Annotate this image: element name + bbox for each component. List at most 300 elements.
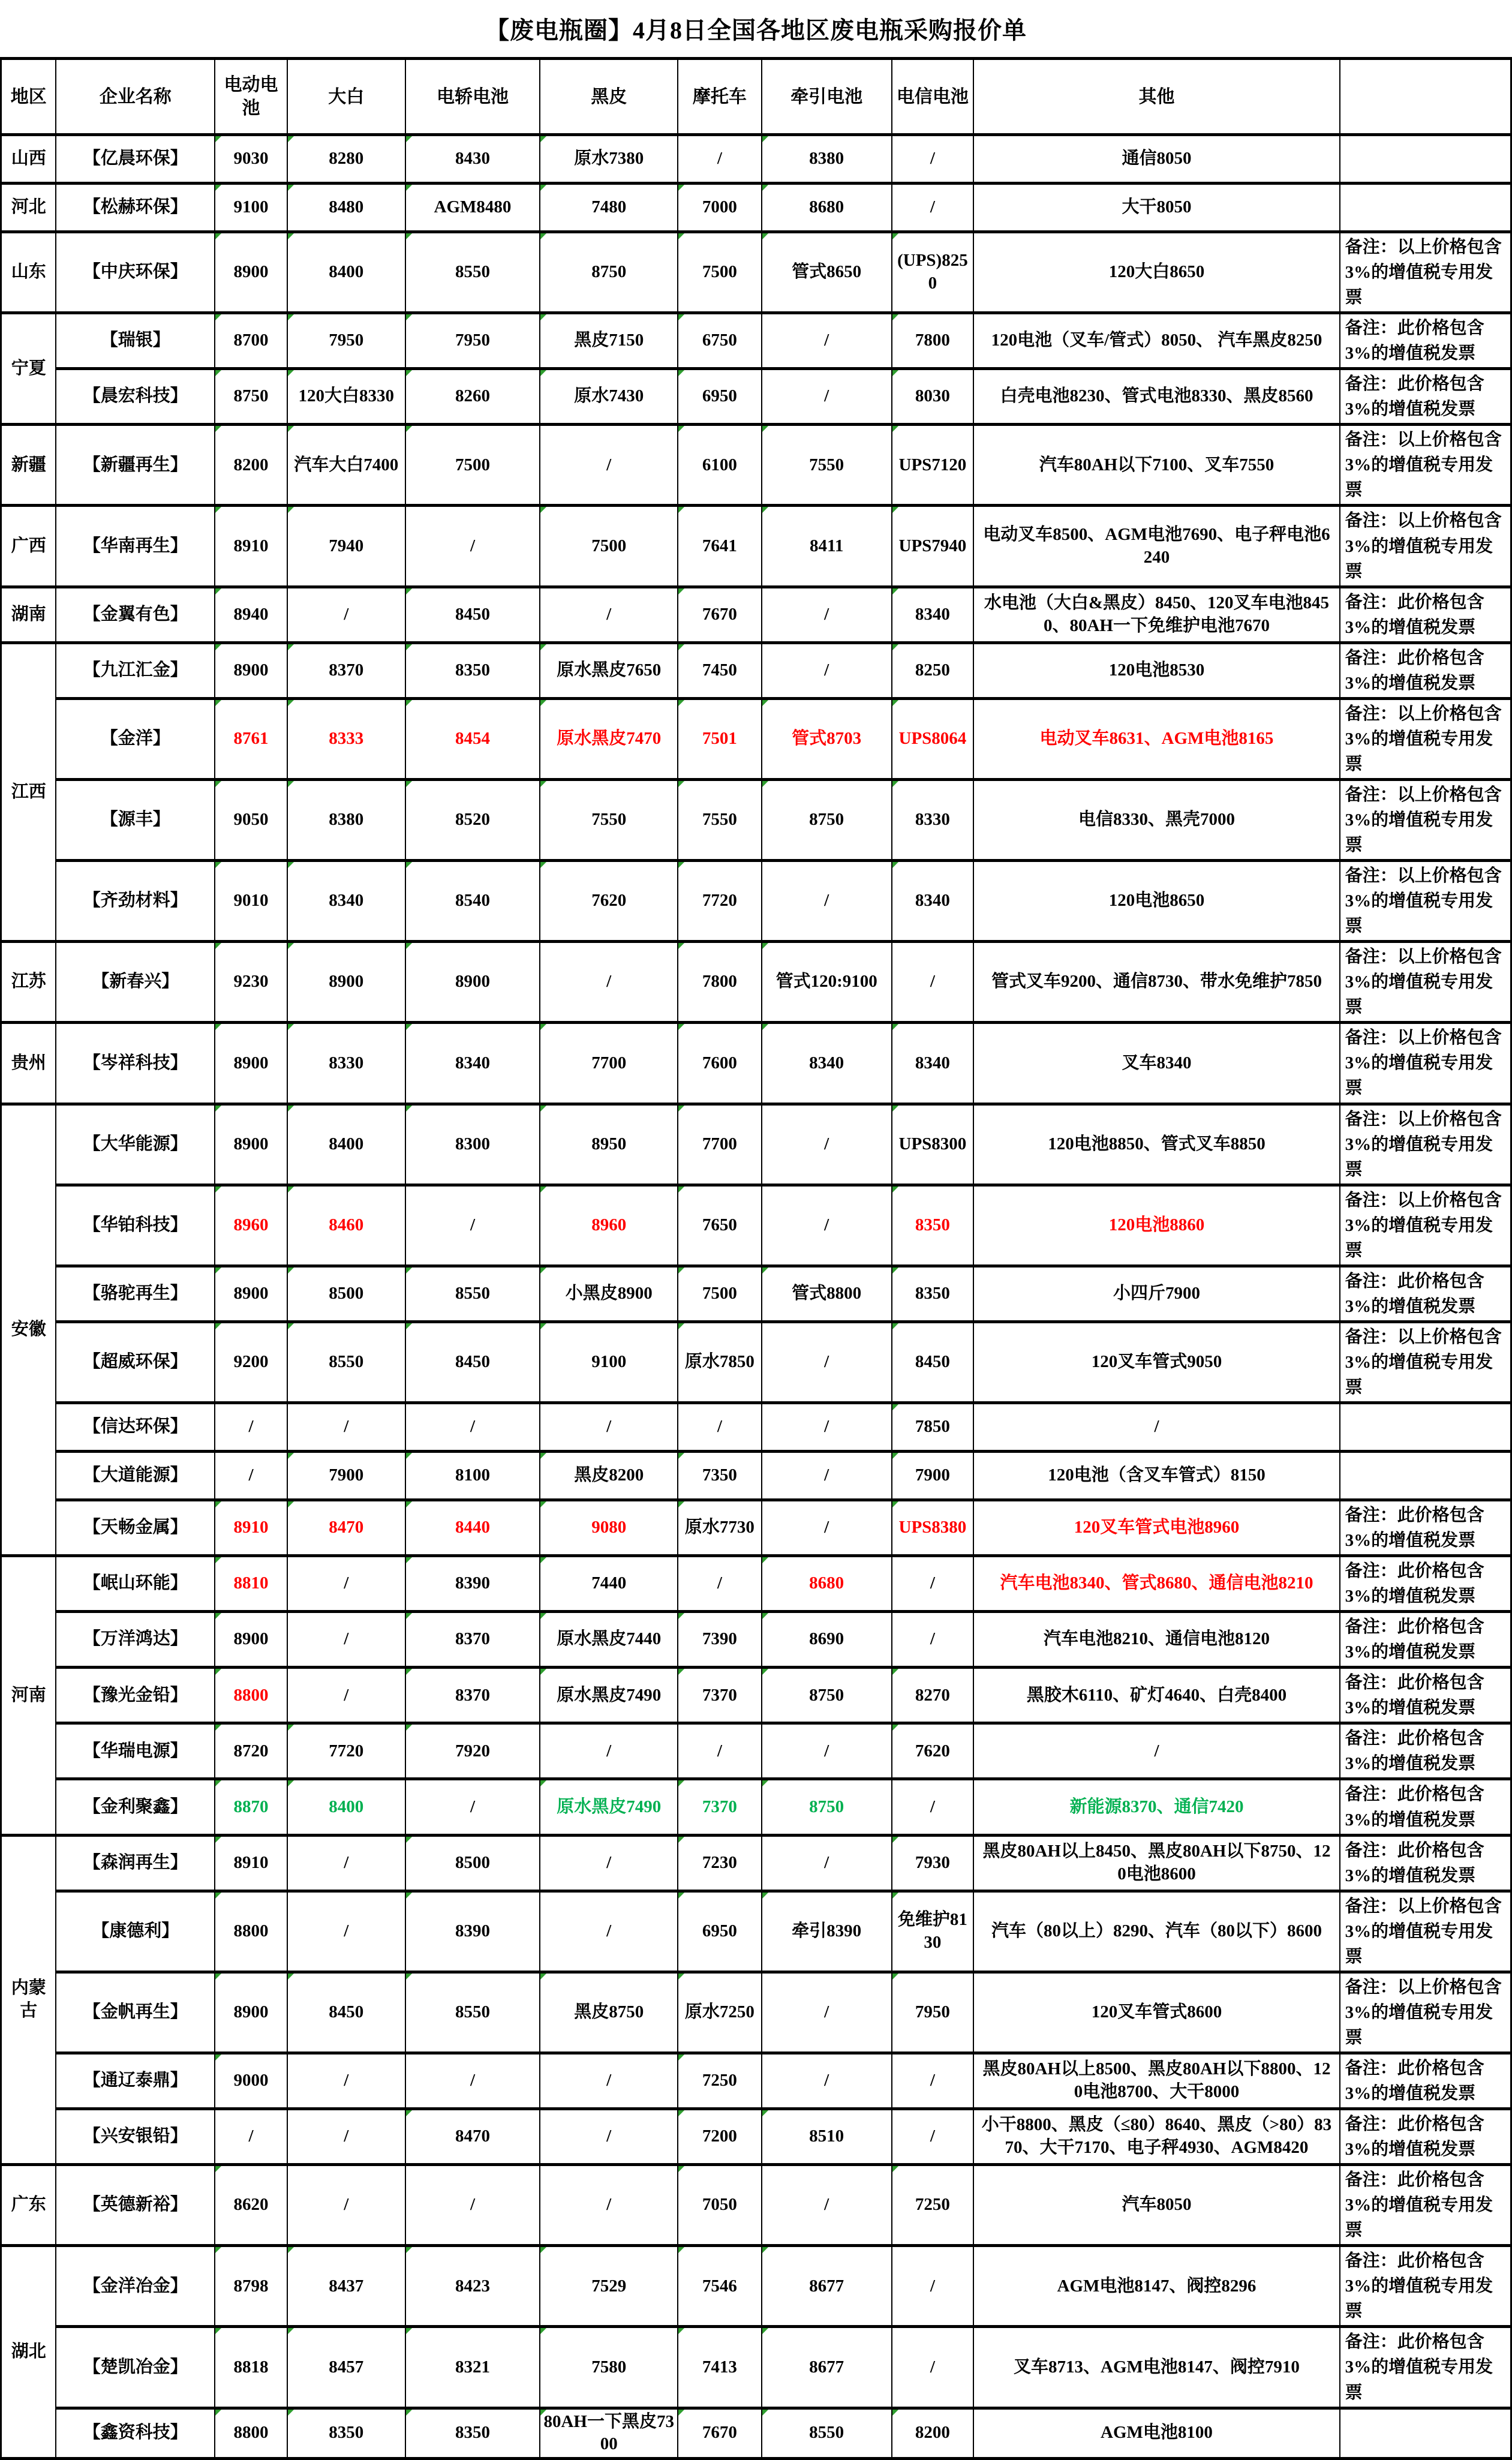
company-cell: 【大华能源】 <box>56 1104 215 1185</box>
price-cell: / <box>762 1321 892 1402</box>
price-cell: / <box>762 1185 892 1266</box>
note-cell: 备注：以上价格包含3%的增值税专用发票 <box>1340 698 1511 779</box>
note-cell: 备注：此价格包含3%的增值税专用发票 <box>1340 2327 1511 2408</box>
price-cell: 8750 <box>762 779 892 860</box>
table-row <box>1 1403 1511 1452</box>
price-cell: 7580 <box>540 2327 678 2408</box>
column-header-5: 黑皮 <box>540 59 678 135</box>
note-cell: 备注：以上价格包含3%的增值税专用发票 <box>1340 1891 1511 1972</box>
price-cell: 8900 <box>287 942 405 1023</box>
price-cell: 120叉车管式8600 <box>973 1972 1339 2053</box>
price-cell: 8798 <box>215 2246 287 2327</box>
table-row <box>1 1266 1511 1321</box>
table-row <box>1 1891 1511 1972</box>
price-cell: 8321 <box>405 2327 540 2408</box>
region-cell: 河南 <box>1 1556 56 1835</box>
region-cell: 湖南 <box>1 587 56 642</box>
note-cell: 备注：此价格包含3%的增值税发票 <box>1340 1266 1511 1321</box>
price-cell: 7500 <box>405 425 540 506</box>
company-cell: 【英德新裕】 <box>56 2165 215 2246</box>
price-cell: 黑皮80AH以上8500、黑皮80AH以下8800、120电池8700、大干8000 <box>973 2053 1339 2108</box>
price-cell: 120电池（含叉车管式）8150 <box>973 1452 1339 1500</box>
price-cell: 8450 <box>287 1972 405 2053</box>
company-cell: 【亿晨环保】 <box>56 135 215 184</box>
price-cell: 8700 <box>215 313 287 369</box>
price-cell: / <box>287 1403 405 1452</box>
table-row <box>1 1556 1511 1612</box>
price-cell: / <box>892 2053 974 2108</box>
price-cell: 7720 <box>287 1723 405 1779</box>
region-cell: 广西 <box>1 506 56 587</box>
price-cell: 6950 <box>678 369 762 425</box>
table-row <box>1 506 1511 587</box>
table-row <box>1 425 1511 506</box>
price-cell: 8500 <box>405 1835 540 1891</box>
price-cell: 120大白8650 <box>973 232 1339 313</box>
price-cell: 7550 <box>678 779 762 860</box>
price-cell: / <box>892 184 974 232</box>
price-cell: 8680 <box>762 184 892 232</box>
price-cell: / <box>973 1403 1339 1452</box>
company-cell: 【超威环保】 <box>56 1321 215 1402</box>
table-row <box>1 1023 1511 1104</box>
company-cell: 【森润再生】 <box>56 1835 215 1891</box>
note-cell: 备注：以上价格包含3%的增值税专用发票 <box>1340 425 1511 506</box>
price-cell: / <box>287 2165 405 2246</box>
company-cell: 【豫光金铅】 <box>56 1668 215 1723</box>
price-cell: 汽车80AH以下7100、叉车7550 <box>973 425 1339 506</box>
price-cell: 7950 <box>405 313 540 369</box>
price-cell: 新能源8370、通信7420 <box>973 1779 1339 1835</box>
table-body <box>1 135 1511 2459</box>
price-cell: / <box>215 1403 287 1452</box>
price-cell: 8950 <box>540 1104 678 1185</box>
price-cell: 水电池（大白&黑皮）8450、120叉车电池8450、80AH一下免维护电池7670 <box>973 587 1339 642</box>
table-row <box>1 587 1511 642</box>
price-cell: / <box>540 2109 678 2165</box>
price-cell: 黑皮8200 <box>540 1452 678 1500</box>
price-cell: / <box>678 1403 762 1452</box>
note-cell: 备注：以上价格包含3%的增值税专用发票 <box>1340 779 1511 860</box>
price-cell: 8800 <box>215 2408 287 2458</box>
price-cell: / <box>405 2053 540 2108</box>
price-cell: / <box>678 135 762 184</box>
region-cell: 山东 <box>1 232 56 313</box>
price-cell: 7950 <box>892 1972 974 2053</box>
price-cell: 8200 <box>892 2408 974 2458</box>
price-cell: / <box>287 1556 405 1612</box>
price-cell: 8480 <box>287 184 405 232</box>
price-cell: 管式8800 <box>762 1266 892 1321</box>
price-cell: 9100 <box>540 1321 678 1402</box>
price-cell: 8900 <box>215 642 287 698</box>
price-cell: / <box>215 1452 287 1500</box>
price-cell: / <box>762 1835 892 1891</box>
price-cell: 8270 <box>892 1668 974 1723</box>
price-cell: / <box>405 1779 540 1835</box>
column-header-9: 其他 <box>973 59 1339 135</box>
price-cell: 通信8050 <box>973 135 1339 184</box>
price-cell: 汽车（80以上）8290、汽车（80以下）8600 <box>973 1891 1339 1972</box>
price-cell: 7550 <box>762 425 892 506</box>
price-cell: 8900 <box>215 1972 287 2053</box>
price-cell: / <box>762 1972 892 2053</box>
price-cell: / <box>540 1835 678 1891</box>
table-row <box>1 861 1511 942</box>
note-cell <box>1340 184 1511 232</box>
note-cell: 备注：此价格包含3%的增值税发票 <box>1340 1500 1511 1556</box>
company-cell: 【金利聚鑫】 <box>56 1779 215 1835</box>
price-cell: 120电池8860 <box>973 1185 1339 1266</box>
company-cell: 【华瑞电源】 <box>56 1723 215 1779</box>
price-cell: 8330 <box>892 779 974 860</box>
company-cell: 【齐劲材料】 <box>56 861 215 942</box>
price-cell: / <box>762 642 892 698</box>
note-cell: 备注：以上价格包含3%的增值税专用发票 <box>1340 942 1511 1023</box>
price-cell: 7529 <box>540 2246 678 2327</box>
price-cell: 8330 <box>287 1023 405 1104</box>
price-cell: 8450 <box>405 1321 540 1402</box>
price-cell: 8900 <box>215 1023 287 1104</box>
price-cell: 7546 <box>678 2246 762 2327</box>
price-cell: 9100 <box>215 184 287 232</box>
price-cell: 8761 <box>215 698 287 779</box>
price-cell: / <box>540 2165 678 2246</box>
price-cell: 8750 <box>215 369 287 425</box>
company-cell: 【金洋】 <box>56 698 215 779</box>
table-row <box>1 2053 1511 2108</box>
price-cell: 8390 <box>405 1556 540 1612</box>
note-cell <box>1340 1452 1511 1500</box>
price-cell: 小四斤7900 <box>973 1266 1339 1321</box>
price-cell: 7450 <box>678 642 762 698</box>
price-cell: 管式8703 <box>762 698 892 779</box>
price-cell: 8910 <box>215 1835 287 1891</box>
price-cell: 管式8650 <box>762 232 892 313</box>
company-cell: 【华铂科技】 <box>56 1185 215 1266</box>
price-cell: 牵引8390 <box>762 1891 892 1972</box>
note-cell: 备注：此价格包含3%的增值税发票 <box>1340 1723 1511 1779</box>
price-cell: 120叉车管式电池8960 <box>973 1500 1339 1556</box>
table-row <box>1 1452 1511 1500</box>
price-cell: 黑胶木6110、矿灯4640、白壳8400 <box>973 1668 1339 1723</box>
note-cell: 备注：此价格包含3%的增值税专用发票 <box>1340 2246 1511 2327</box>
price-cell: 汽车8050 <box>973 2165 1339 2246</box>
price-cell: / <box>405 1403 540 1452</box>
price-cell: 7620 <box>540 861 678 942</box>
price-cell: 7700 <box>678 1104 762 1185</box>
price-cell: 120电池8650 <box>973 861 1339 942</box>
price-cell: 8520 <box>405 779 540 860</box>
table-row <box>1 184 1511 232</box>
price-cell: 8540 <box>405 861 540 942</box>
price-cell: 120电池（叉车/管式）8050、 汽车黑皮8250 <box>973 313 1339 369</box>
price-cell: 8423 <box>405 2246 540 2327</box>
price-cell: 8677 <box>762 2246 892 2327</box>
region-cell: 江西 <box>1 642 56 942</box>
price-cell: 7230 <box>678 1835 762 1891</box>
company-cell: 【楚凯冶金】 <box>56 2327 215 2408</box>
price-cell: 8550 <box>762 2408 892 2458</box>
price-cell: / <box>215 2109 287 2165</box>
table-row <box>1 1321 1511 1402</box>
price-cell: / <box>892 1612 974 1668</box>
price-cell: 8340 <box>762 1023 892 1104</box>
price-cell: 管式叉车9200、通信8730、带水免维护7850 <box>973 942 1339 1023</box>
price-cell: 8720 <box>215 1723 287 1779</box>
price-cell: 8470 <box>405 2109 540 2165</box>
column-header-6: 摩托车 <box>678 59 762 135</box>
table-row <box>1 1972 1511 2053</box>
price-table <box>0 57 1512 2460</box>
column-header-3: 大白 <box>287 59 405 135</box>
price-cell: 8340 <box>287 861 405 942</box>
price-cell: 7550 <box>540 779 678 860</box>
price-cell: 免维护8130 <box>892 1891 974 1972</box>
region-cell: 江苏 <box>1 942 56 1023</box>
price-cell: 7620 <box>892 1723 974 1779</box>
price-cell: 8350 <box>405 2408 540 2458</box>
price-cell: 120电池8530 <box>973 642 1339 698</box>
company-cell: 【晨宏科技】 <box>56 369 215 425</box>
price-cell: 7500 <box>540 506 678 587</box>
company-cell: 【九江汇金】 <box>56 642 215 698</box>
company-cell: 【金翼有色】 <box>56 587 215 642</box>
price-cell: 8370 <box>405 1612 540 1668</box>
price-cell: / <box>540 1403 678 1452</box>
price-cell: / <box>287 1891 405 1972</box>
price-cell: 7413 <box>678 2327 762 2408</box>
price-cell: / <box>762 313 892 369</box>
price-cell: 原水7380 <box>540 135 678 184</box>
price-cell: 原水黑皮7650 <box>540 642 678 698</box>
price-cell: / <box>405 506 540 587</box>
price-cell: 7500 <box>678 232 762 313</box>
price-cell: 7600 <box>678 1023 762 1104</box>
note-cell: 备注：此价格包含3%的增值税发票 <box>1340 1779 1511 1835</box>
price-cell: 8380 <box>762 135 892 184</box>
column-header-7: 牵引电池 <box>762 59 892 135</box>
price-cell: 7480 <box>540 184 678 232</box>
price-cell: / <box>762 2053 892 2108</box>
price-cell: 8940 <box>215 587 287 642</box>
price-cell: 8470 <box>287 1500 405 1556</box>
price-cell: 8460 <box>287 1185 405 1266</box>
table-row <box>1 2327 1511 2408</box>
table-row <box>1 698 1511 779</box>
price-cell: 8370 <box>287 642 405 698</box>
price-cell: 大干8050 <box>973 184 1339 232</box>
company-cell: 【大道能源】 <box>56 1452 215 1500</box>
note-cell: 备注：以上价格包含3%的增值税专用发票 <box>1340 1104 1511 1185</box>
price-cell: / <box>762 2165 892 2246</box>
price-cell: / <box>540 425 678 506</box>
price-cell: 8900 <box>215 1612 287 1668</box>
table-row <box>1 232 1511 313</box>
table-row <box>1 2246 1511 2327</box>
price-cell: / <box>762 1452 892 1500</box>
price-cell: / <box>405 2165 540 2246</box>
note-cell: 备注：此价格包含3%的增值税发票 <box>1340 1612 1511 1668</box>
company-cell: 【通辽泰鼎】 <box>56 2053 215 2108</box>
price-cell: AGM电池8100 <box>973 2408 1339 2458</box>
table-row <box>1 313 1511 369</box>
note-cell: 备注：以上价格包含3%的增值税专用发票 <box>1340 506 1511 587</box>
price-cell: / <box>762 369 892 425</box>
price-cell: 6950 <box>678 1891 762 1972</box>
note-cell: 备注：以上价格包含3%的增值税专用发票 <box>1340 1321 1511 1402</box>
note-cell: 备注：此价格包含3%的增值税发票 <box>1340 2053 1511 2108</box>
region-cell: 山西 <box>1 135 56 184</box>
price-cell: 7440 <box>540 1556 678 1612</box>
table-row <box>1 1668 1511 1723</box>
region-cell: 安徽 <box>1 1104 56 1556</box>
region-cell: 河北 <box>1 184 56 232</box>
table-row <box>1 1723 1511 1779</box>
price-cell: 8818 <box>215 2327 287 2408</box>
price-cell: 8800 <box>215 1891 287 1972</box>
price-cell: 8550 <box>405 1266 540 1321</box>
table-row <box>1 369 1511 425</box>
table-header <box>1 59 1511 135</box>
price-cell: 7250 <box>892 2165 974 2246</box>
column-header-10 <box>1340 59 1511 135</box>
price-cell: 7370 <box>678 1779 762 1835</box>
price-cell: 7370 <box>678 1668 762 1723</box>
price-cell: 8870 <box>215 1779 287 1835</box>
price-cell: 8910 <box>215 1500 287 1556</box>
table-row <box>1 1185 1511 1266</box>
price-cell: / <box>892 1556 974 1612</box>
table-row <box>1 1779 1511 1835</box>
price-cell: AGM8480 <box>405 184 540 232</box>
price-cell: UPS7120 <box>892 425 974 506</box>
price-cell: 小黑皮8900 <box>540 1266 678 1321</box>
price-cell: 120叉车管式9050 <box>973 1321 1339 1402</box>
price-cell: 8500 <box>287 1266 405 1321</box>
column-header-1: 企业名称 <box>56 59 215 135</box>
price-cell: 7850 <box>892 1403 974 1452</box>
column-header-0: 地区 <box>1 59 56 135</box>
price-cell: 9230 <box>215 942 287 1023</box>
price-cell: 7500 <box>678 1266 762 1321</box>
company-cell: 【骆驼再生】 <box>56 1266 215 1321</box>
note-cell: 备注：以上价格包含3%的增值税专用发票 <box>1340 1023 1511 1104</box>
price-cell: 7650 <box>678 1185 762 1266</box>
note-cell: 备注：此价格包含3%的增值税发票 <box>1340 587 1511 642</box>
table-row <box>1 1104 1511 1185</box>
note-cell: 备注：以上价格包含3%的增值税专用发票 <box>1340 1185 1511 1266</box>
company-cell: 【新春兴】 <box>56 942 215 1023</box>
note-cell: 备注：此价格包含3%的增值税发票 <box>1340 1668 1511 1723</box>
price-cell: 原水黑皮7440 <box>540 1612 678 1668</box>
price-cell: 8350 <box>405 642 540 698</box>
price-cell: 电动叉车8631、AGM电池8165 <box>973 698 1339 779</box>
company-cell: 【金帆再生】 <box>56 1972 215 2053</box>
price-cell: 叉车8713、AGM电池8147、阀控7910 <box>973 2327 1339 2408</box>
note-cell: 备注：此价格包含3%的增值税发票 <box>1340 2109 1511 2165</box>
page-title: 【废电瓶圈】4月8日全国各地区废电瓶采购报价单 <box>485 17 1027 44</box>
price-cell: / <box>892 2109 974 2165</box>
price-cell: 8450 <box>892 1321 974 1402</box>
price-cell: 7670 <box>678 587 762 642</box>
note-cell: 备注：此价格包含3%的增值税发票 <box>1340 1835 1511 1891</box>
price-cell: 8510 <box>762 2109 892 2165</box>
company-cell: 【岑祥科技】 <box>56 1023 215 1104</box>
price-cell: 8300 <box>405 1104 540 1185</box>
price-cell: 7800 <box>892 313 974 369</box>
price-cell: 原水7250 <box>678 1972 762 2053</box>
column-header-8: 电信电池 <box>892 59 974 135</box>
price-cell: 8457 <box>287 2327 405 2408</box>
price-cell: / <box>287 587 405 642</box>
price-cell: 7250 <box>678 2053 762 2108</box>
price-cell: 7501 <box>678 698 762 779</box>
price-cell: 8030 <box>892 369 974 425</box>
company-cell: 【华南再生】 <box>56 506 215 587</box>
price-cell: 8750 <box>762 1668 892 1723</box>
table-row <box>1 135 1511 184</box>
price-cell: 8400 <box>287 1779 405 1835</box>
price-cell: 原水黑皮7470 <box>540 698 678 779</box>
column-header-4: 电轿电池 <box>405 59 540 135</box>
price-cell: 7950 <box>287 313 405 369</box>
region-cell: 广东 <box>1 2165 56 2246</box>
price-cell: 120电池8850、管式叉车8850 <box>973 1104 1339 1185</box>
price-cell: 电动叉车8500、AGM电池7690、电子秤电池6240 <box>973 506 1339 587</box>
price-cell: 6750 <box>678 313 762 369</box>
price-cell: 8677 <box>762 2327 892 2408</box>
price-cell: 原水黑皮7490 <box>540 1779 678 1835</box>
price-cell: 8380 <box>287 779 405 860</box>
price-cell: 8370 <box>405 1668 540 1723</box>
price-cell: 8550 <box>405 232 540 313</box>
note-cell: 备注：以上价格包含3%的增值税专用发票 <box>1340 232 1511 313</box>
price-cell: 8680 <box>762 1556 892 1612</box>
company-cell: 【信达环保】 <box>56 1403 215 1452</box>
price-cell: 80AH一下黑皮7300 <box>540 2408 678 2458</box>
price-cell: 7720 <box>678 861 762 942</box>
price-cell: / <box>540 1891 678 1972</box>
price-cell: 8350 <box>892 1266 974 1321</box>
price-cell: 7900 <box>892 1452 974 1500</box>
price-cell: 7641 <box>678 506 762 587</box>
note-cell <box>1340 2408 1511 2458</box>
note-cell: 备注：此价格包含3%的增值税专用发票 <box>1340 2165 1511 2246</box>
price-cell: 8400 <box>287 232 405 313</box>
price-cell: 8250 <box>892 642 974 698</box>
table-row <box>1 1500 1511 1556</box>
note-cell: 备注：此价格包含3%的增值税发票 <box>1340 1556 1511 1612</box>
company-cell: 【万洋鸿达】 <box>56 1612 215 1668</box>
price-cell: / <box>678 1556 762 1612</box>
price-cell: / <box>762 1104 892 1185</box>
table-row <box>1 2408 1511 2458</box>
price-cell: 8430 <box>405 135 540 184</box>
price-cell: 8340 <box>892 1023 974 1104</box>
price-cell: / <box>892 1779 974 1835</box>
price-cell: 8280 <box>287 135 405 184</box>
price-cell: 8800 <box>215 1668 287 1723</box>
company-cell: 【天畅金属】 <box>56 1500 215 1556</box>
company-cell: 【金洋冶金】 <box>56 2246 215 2327</box>
price-cell: 9010 <box>215 861 287 942</box>
price-cell: 8100 <box>405 1452 540 1500</box>
table-row <box>1 2165 1511 2246</box>
price-cell: 8200 <box>215 425 287 506</box>
price-cell: 120大白8330 <box>287 369 405 425</box>
price-cell: 8550 <box>287 1321 405 1402</box>
